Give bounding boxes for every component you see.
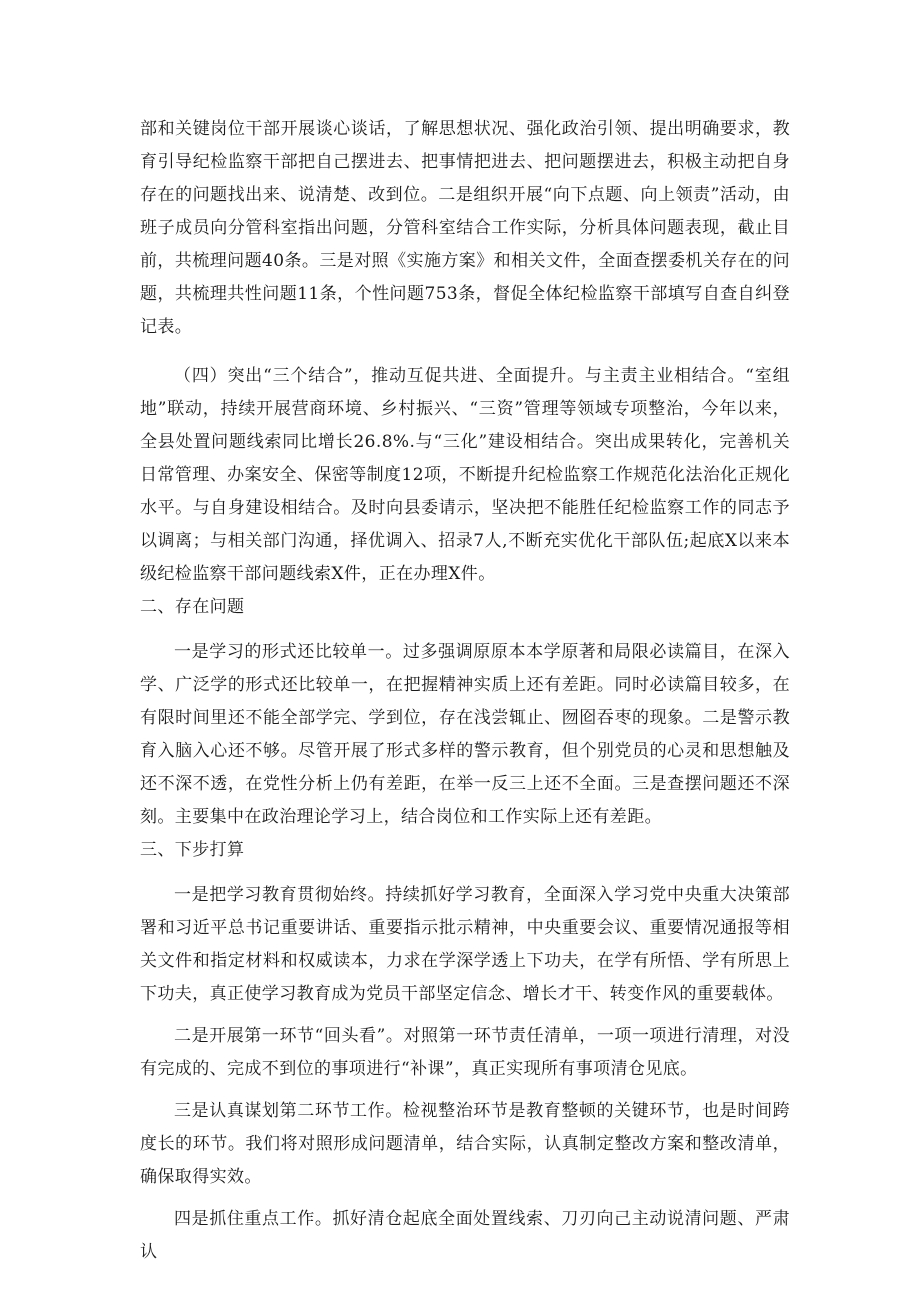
paragraph-three-combinations: （四）突出“三个结合”，推动互促共进、全面提升。与主责主业相结合。“室组地”联动，持续开展营商环境、乡村振兴、“三资”管理等领域专项整治，今年以来，全县处置问题线索同比增长26.8%.与“三化”建设相结合。突出成果转化，完善机关日常管理、办案安全、保密等制度12项，不断提升纪检监察工作规范化法治化正规化水平。与自身建设相结合。及时向县委请示，坚决把不能胜任纪检监察工作的同志予以调离；与相关部门沟通，择优调入、招录7人,不断充实优化干部队伍;起底X以来本级纪检监察干部问题线索X件，正在办理X件。: [140, 366, 790, 584]
paragraph-next-step-3: 三是认真谋划第二环节工作。检视整治环节是教育整顿的关键环节，也是时间跨度长的环节。我们将对照形成问题清单，结合实际，认真制定整改方案和整改清单，确保取得实效。: [140, 1101, 790, 1187]
paragraph-next-step-1: 一是把学习教育贯彻始终。持续抓好学习教育，全面深入学习党中央重大决策部署和习近平总书记重要讲话、重要指示批示精神，中央重要会议、重要情况通报等相关文件和指定材料和权威读本，力求在学深学透上下功夫，在学有所悟、学有所思上下功夫，真正使学习教育成为党员干部坚定信念、增长才干、转变作风的重要载体。: [140, 885, 790, 1004]
document-body: [140, 113, 790, 1269]
section-heading-next-steps: 三、下步打算: [140, 840, 245, 860]
paragraph-existing-problems: 一是学习的形式还比较单一。过多强调原原本本学原著和局限必读篇目，在深入学、广泛学的形式还比较单一，在把握精神实质上还有差距。同时必读篇目较多，在有限时间里还不能全部学完、学到位，存在浅尝辄止、囫囵吞枣的现象。二是警示教育入脑入心还不够。尽管开展了形式多样的警示教育，但个别党员的心灵和思想触及还不深不透，在党性分析上仍有差距，在举一反三上还不全面。三是查摆问题还不深刻。主要集中在政治理论学习上，结合岗位和工作实际上还有差距。: [140, 642, 790, 827]
paragraph-next-step-2: 二是开展第一环节“回头看”。对照第一环节责任清单，一项一项进行清理，对没有完成的、完成不到位的事项进行“补课”，真正实现所有事项清仓见底。: [140, 1026, 790, 1079]
section-heading-existing-problems: 二、存在问题: [140, 597, 245, 617]
paragraph-next-step-4: 四是抓住重点工作。抓好清仓起底全面处置线索、刀刃向己主动说清问题、严肃认: [140, 1209, 790, 1262]
paragraph-self-inspection: 部和关键岗位干部开展谈心谈话，了解思想状况、强化政治引领、提出明确要求，教育引导纪检监察干部把自己摆进去、把事情把进去、把问题摆进去，积极主动把自身存在的问题找出来、说清楚、改到位。二是组织开展“向下点题、向上领责”活动，由班子成员向分管科室指出问题，分管科室结合工作实际，分析具体问题表现，截止目前，共梳理问题40条。三是对照《实施方案》和相关文件，全面查摆委机关存在的问题，共梳理共性问题11条，个性问题753条，督促全体纪检监察干部填写自查自纠登记表。: [140, 119, 790, 337]
